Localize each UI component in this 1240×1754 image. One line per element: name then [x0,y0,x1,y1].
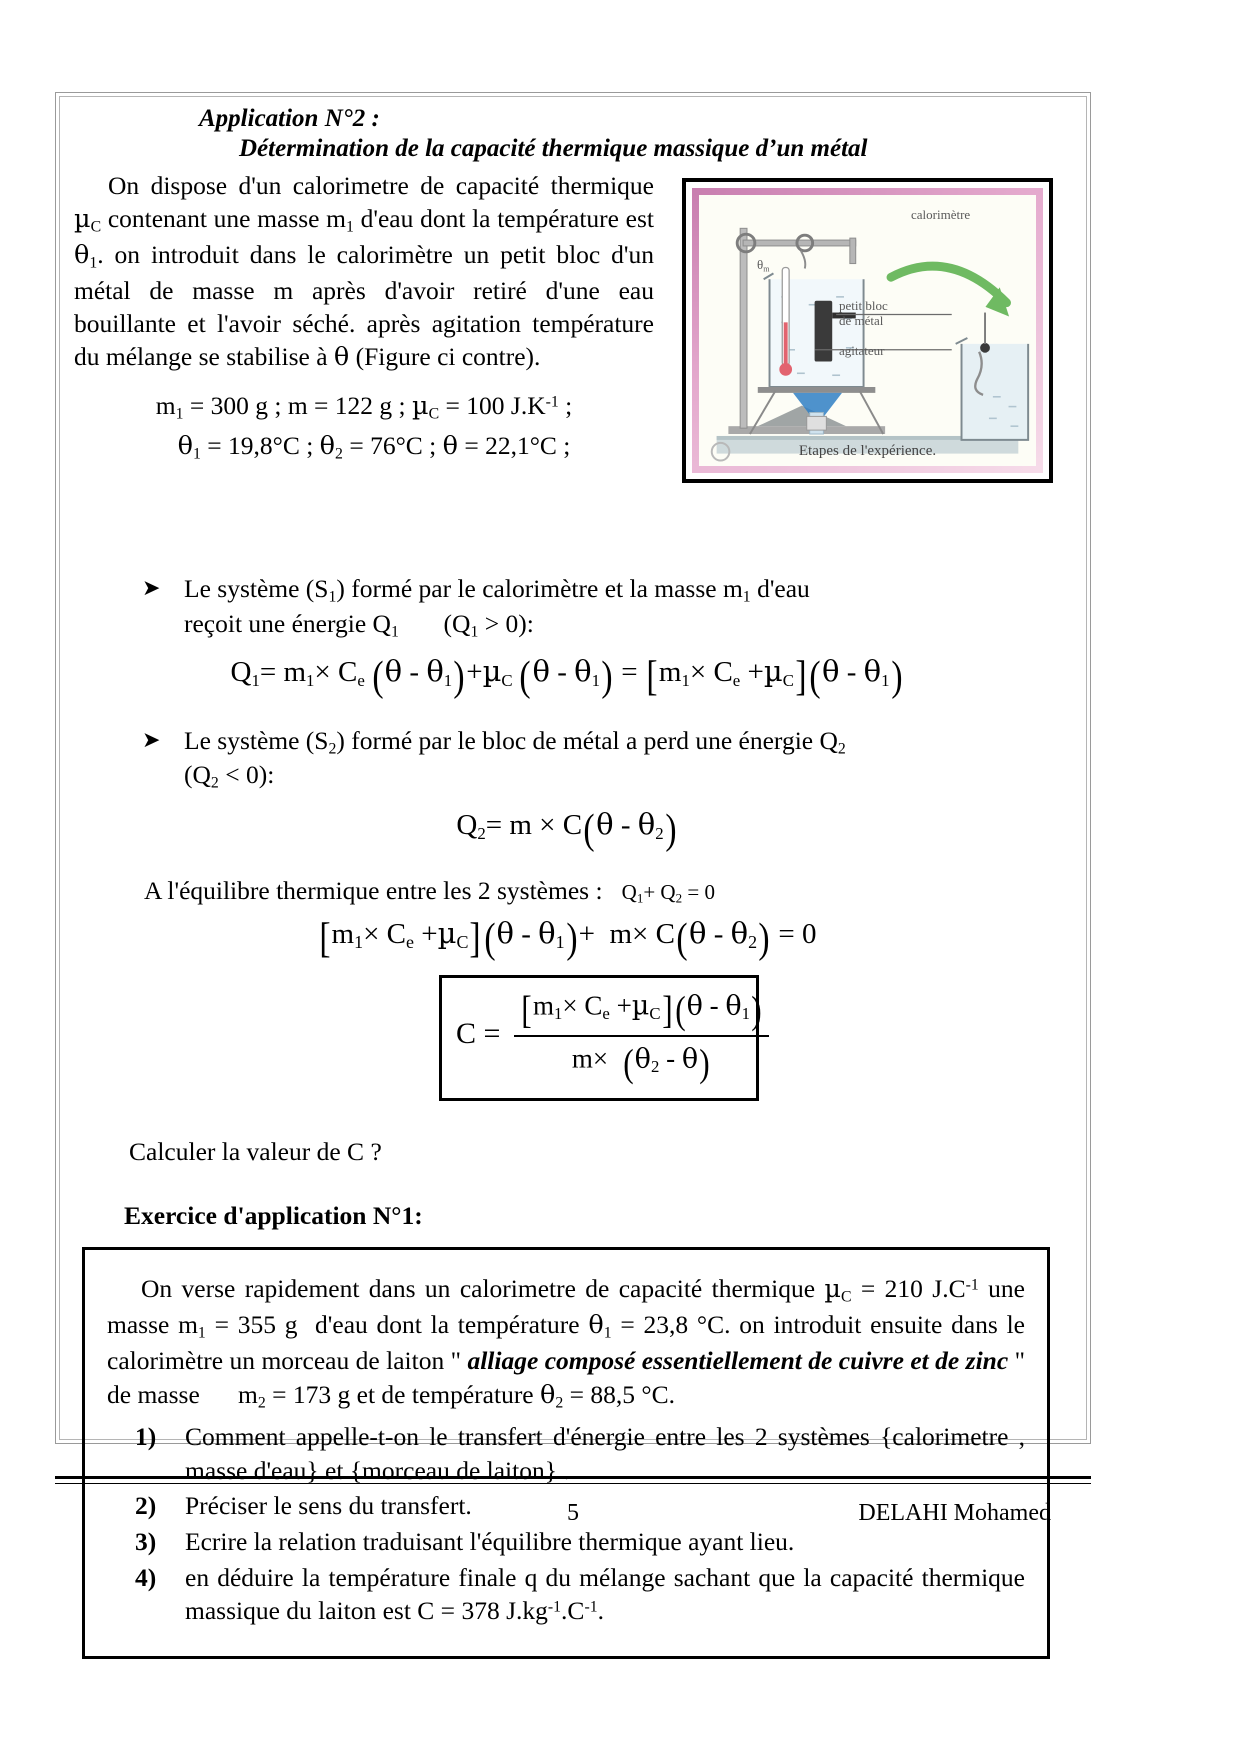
figure-label-calorimetre: calorimètre [911,207,971,222]
figure-frame [692,188,1043,473]
equation-equilibrium: $[m_1\times C_e +\mu_C](\theta - \theta_1)+ m\times C(\theta - \theta_2) = 0$ [318,915,817,962]
calculer-prompt: Calculer la valeur de C ? [129,1136,382,1166]
question-4-text: en déduire la température finale q du mélange sachant que la capacité thermique massique du laiton est C = 378 $J.kg^{-1}.C^{-1}$. [185,1562,1025,1626]
data-line-2: $\theta_1 = 19,8^\circ C$ ; $\theta_2 = 76^\circ C$ ; θ = 22,1°C ; [177,430,571,463]
experiment-figure [682,178,1053,483]
bullet-system-2: ➤ Le système $(S_2)$ formé par le bloc de métal a perd une énergie $Q_2$ $(Q_2 < 0)$: [142,725,846,792]
exercise-heading: Exercice d'application N°1: [124,1200,423,1230]
boxed-formula: C = $\frac{[m_1\times C_e +\mu_C](\theta - \theta_1)}{m\times (\theta_2 - \theta)}$ [439,975,759,1101]
page-title: Application N°2 : [199,105,380,132]
question-item: 4) en déduire la température finale q du mélange sachant que la capacité thermique massique du laiton est C = 378 $J.kg^{-1}.C^{-1}$. [135,1562,1025,1626]
equation-Q1: $Q_1= m_1\times C_e$ $(\theta - \theta_1)+\mu_C$ $(\theta - \theta_1) = [m_1\times C_e +\mu_C](\theta - \theta_1)$ [230,653,903,700]
exercise-box [82,1247,1050,1659]
document-content [74,105,1060,1659]
bullet-system-1: ➤ Le système $(S_1)$ formé par le calorimètre et la masse $m_1$ d'eau reçoit une énergie $Q_1$ $(Q_1 > 0)$: [142,574,810,641]
footer-rule [55,1476,1091,1484]
exercise-paragraph: On verse rapidement dans un calorimetre de capacité thermique µ$_C$ = 210 $J.C^{-1}$ une masse $m_1 = 355$ g d'eau dont la température $\theta_1 = 23,8$ °C. on introduit ensuite dans le calorimètre un morceau de laiton " alliage composé essentiellement de cuivre et de zinc " de masse $m_2 = 173$ g et de température $\theta_2 = 88,5$ °C. [107,1273,1026,1412]
page-number: 5 [567,1500,579,1526]
calorimeter-diagram [699,195,1036,467]
equation-Q2: $Q_2= m \times C(\theta - \theta_2)$ [456,806,677,853]
figure-label-de-metal: de métal [839,313,884,328]
page-footer [55,1500,1091,1540]
figure-label-theta: $\theta_m$ [757,257,770,274]
question-item: 1) Comment appelle-t-on le transfert d'énergie entre les 2 systèmes {calorimetre , masse d'eau} et {morceau de laiton} . [135,1422,1025,1485]
figure-label-petit-bloc: petit bloc [839,298,888,313]
question-item: 3) Ecrire la relation traduisant l'équilibre thermique ayant lieu. [135,1527,795,1557]
data-line-1: $m_1 = 300$ g ; m = 122 g ; µ$_C$ = 100 $J.K^{-1}$ ; [155,390,573,422]
figure-label-agitateur: agitateur [839,343,885,358]
figure-caption: Etapes de l'expérience. [798,443,937,459]
question-item: 2) Préciser le sens du transfert. [135,1491,472,1521]
formula-denominator: $m\times (\theta_2 - \theta)$ [571,1041,710,1085]
formula-numerator: $[m_1\times C_e +\mu_C](\theta - \theta_1)$ [514,988,769,1037]
arrow-bullet-icon: ➤ [142,575,161,601]
intro-paragraph: On dispose d'un calorimetre de capacité thermique µ$_C$ contenant une masse $m_1$ d'eau dont la température est $\theta_1$. on introduit dans le calorimètre un petit bloc d'un métal de masse m après d'avoir retiré d'une eau bouillante et l'avoir séché. après agitation température du mélange se stabilise à θ (Figure ci contre). [74,171,654,373]
equilibrium-statement: A l'équilibre thermique entre les 2 systèmes : $Q_1+ Q_2 = 0$ [144,875,715,906]
author-name: DELAHI Mohamed [858,1500,1051,1526]
arrow-bullet-icon-2: ➤ [142,726,161,752]
page-subtitle: Détermination de la capacité thermique massique d’un métal [239,135,868,162]
